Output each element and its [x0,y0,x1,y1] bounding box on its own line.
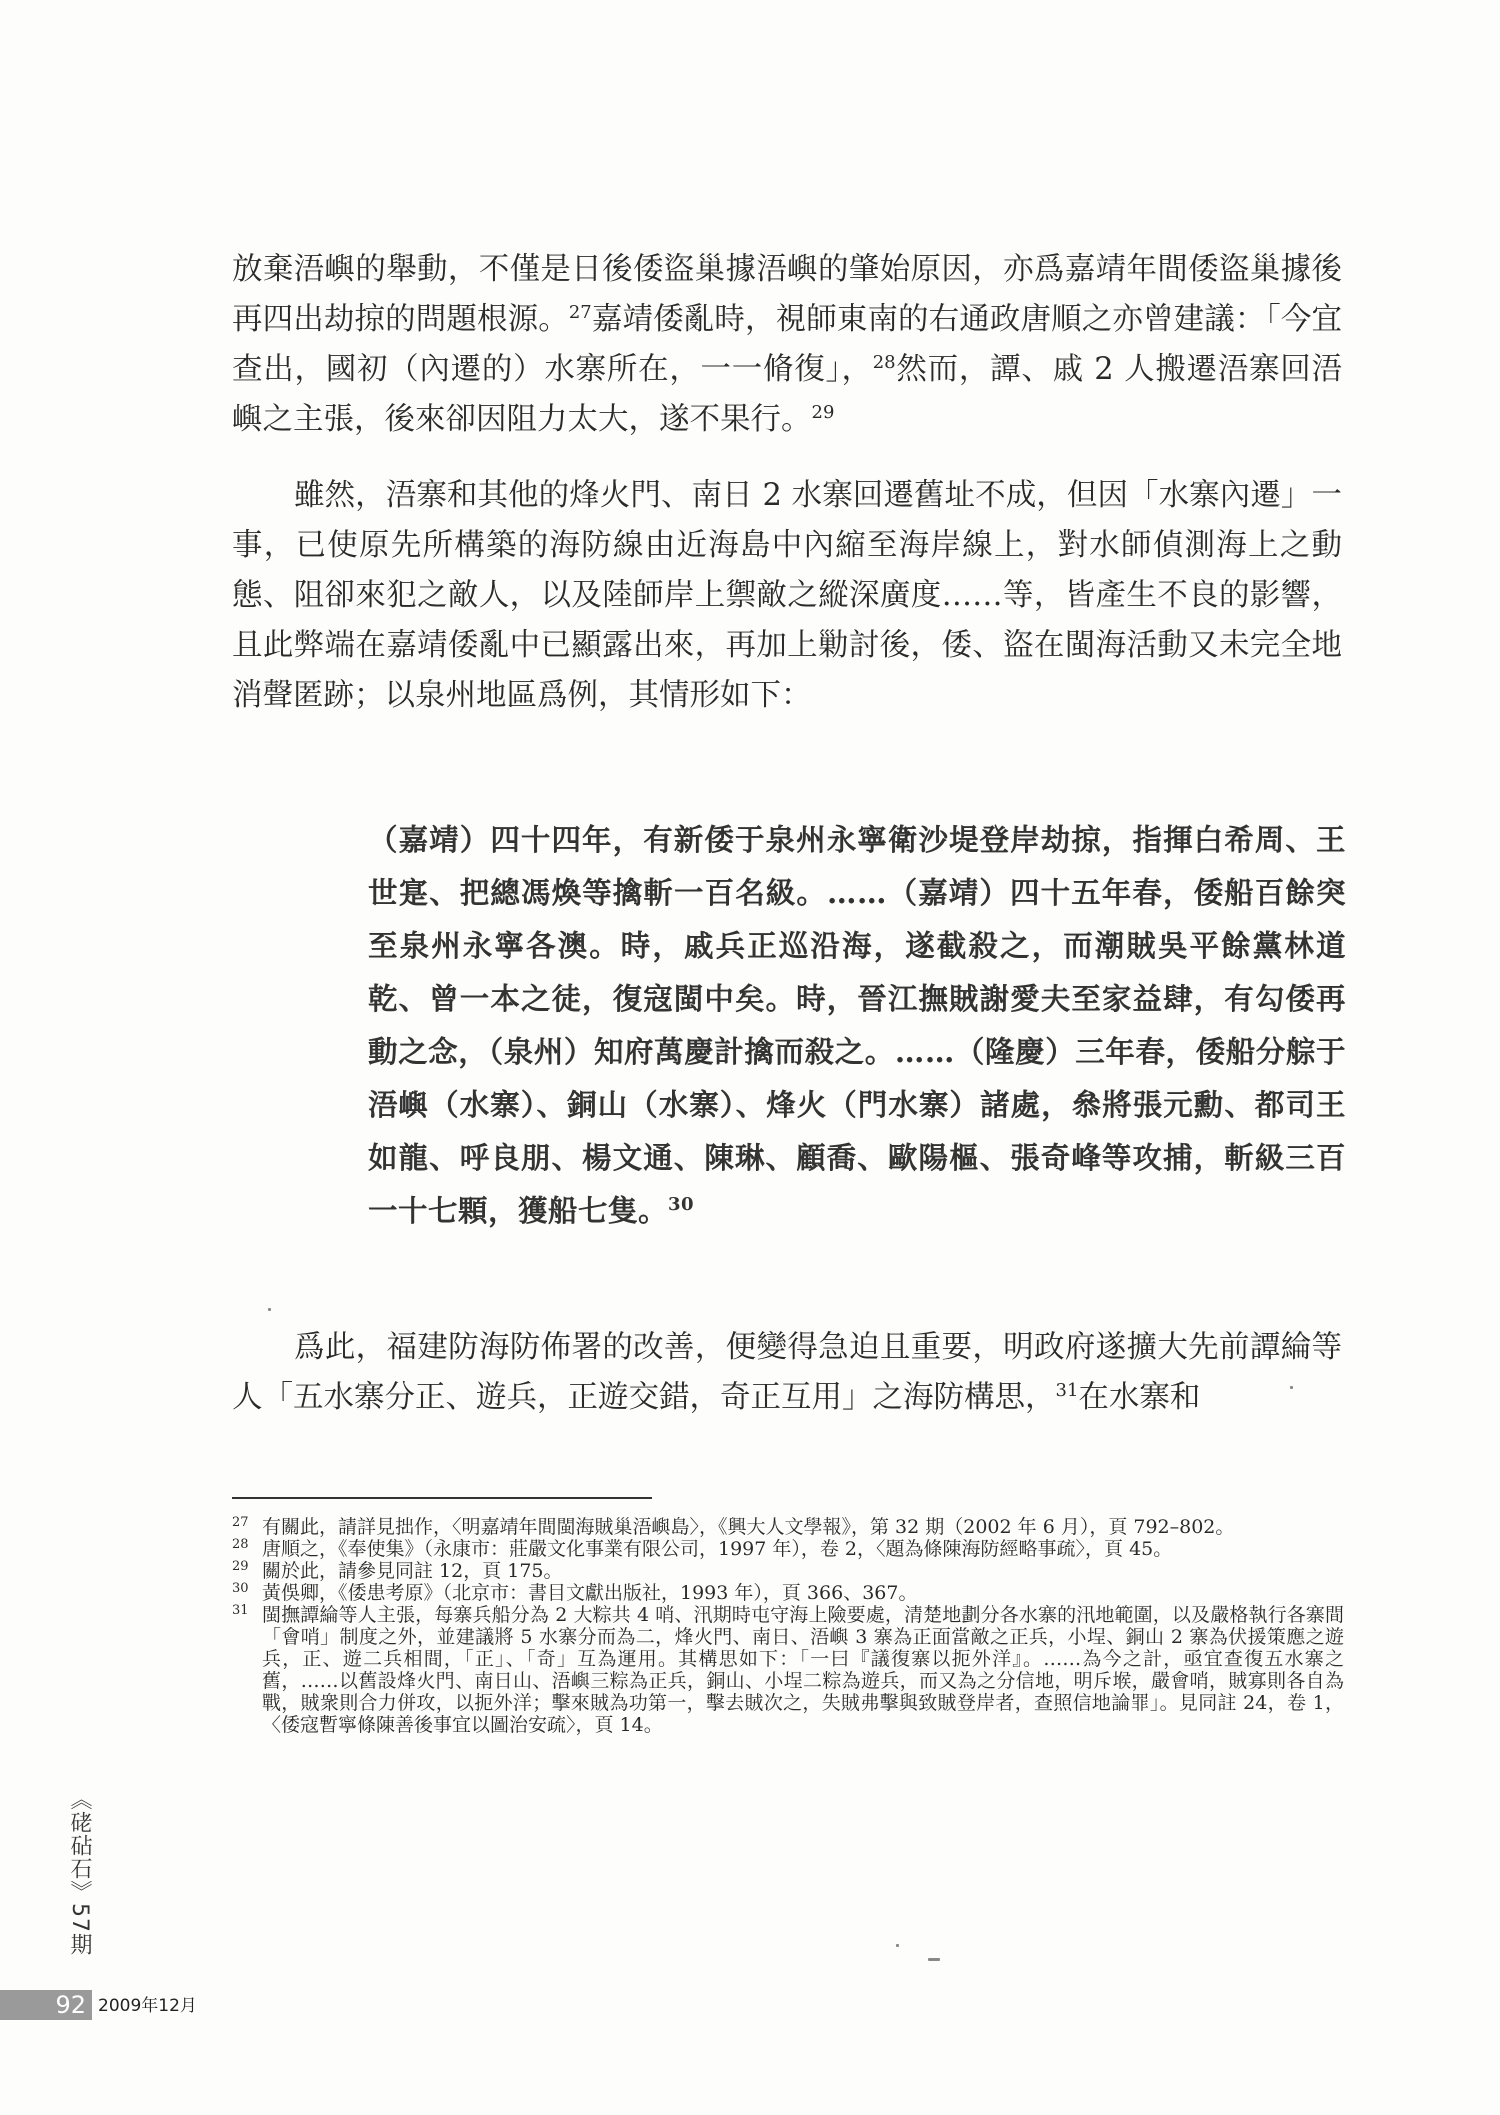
page-number: 92 [0,1990,92,2020]
footnote-divider [232,1497,652,1499]
footnote-ref-30[interactable]: 30 [668,1194,695,1216]
footnote-28 [232,1538,1344,1560]
paragraph-3-text-a: 爲此，福建防海防佈署的改善，便變得急迫且重要，明政府遂擴大先前譚綸等人「五水寨分正、遊兵，正遊交錯，奇正互用」之海防構思， [232,1330,1342,1415]
footnote-number: 29 [232,1559,249,1574]
paragraph-1-text-b: 嘉靖倭亂時，視師東南的右通政唐順之亦曾建議：「今宜查出，國初（內遷的）水寨所在，一一脩復」， [232,302,1342,387]
block-quote-text: （嘉靖）四十四年，有新倭于泉州永寧衛沙堤登岸劫掠，指揮白希周、王世寔、把總馮煥等擒斬一百名級。……（嘉靖）四十五年春，倭船百餘突至泉州永寧各澳。時，戚兵正巡沿海，遂截殺之，而潮賊吳平餘黨林道乾、曾一本之徒，復寇閩中矣。時，晉江撫賊謝愛夫至家益肆，有勾倭再動之念，（泉州）知府萬慶計擒而殺之。……（隆慶）三年春，倭船分䑸于浯嶼（水寨）、銅山（水寨）、烽火（門水寨）諸處，叅將張元勳、都司王如龍、呼良朋、楊文通、陳琳、顧喬、歐陽樞、張奇峰等攻捕，斬級三百一十七顆，獲船七隻。 [368,822,1346,1228]
paragraph-1 [232,245,1342,445]
paragraph-1-text-a: 放棄浯嶼的舉動，不僅是日後倭盜巢據浯嶼的肇始原因，亦爲嘉靖年間倭盜巢據後再四出劫掠的問題根源。 [232,252,1342,337]
footnotes [232,1516,1344,1736]
footnote-text: 黃俁卿，《倭患考原》（北京市：書目文獻出版社，1993 年），頁 366、367。 [262,1582,918,1604]
footnote-ref-31[interactable]: 31 [1055,1379,1079,1401]
footnote-30 [232,1582,1344,1604]
block-quote [368,813,1346,1237]
paragraph-3 [232,1323,1342,1423]
scan-speck [896,1944,899,1947]
footnote-number: 27 [232,1515,249,1530]
footnote-number: 28 [232,1537,249,1552]
footnote-text: 關於此，請參見同註 12，頁 175。 [262,1560,563,1582]
footnote-number: 31 [232,1603,249,1618]
footnote-text: 閩撫譚綸等人主張，每寨兵船分為 2 大粽共 4 哨、汛期時屯守海上險要處，清楚地劃分各水寨的汛地範圍，以及嚴格執行各寨間「會哨」制度之外，並建議將 5 水寨分而為二，烽火門、南日、浯嶼 3 寨為正面當敵之正兵，小埕、銅山 2 寨為伏援策應之遊兵，正、遊二兵相間，「正」、「奇」互為運用。其構思如下：「一曰『議復寨以扼外洋』。……為今之計，亟宜查復五水寨之舊，……以舊設烽火門、南日山、浯嶼三粽為正兵，銅山、小埕二粽為遊兵，而又為之分信地，明斥堠，嚴會哨，賊寡則各自為戰，賊衆則合力併攻，以扼外洋；擊來賊為功第一，擊去賊次之，失賊弗擊與致賊登岸者，查照信地論罪」。見同註 24，卷 1，〈倭寇暫寧條陳善後事宜以圖治安疏〉，頁 14。 [262,1604,1344,1736]
footnote-29 [232,1560,1344,1582]
scan-speck [1290,1386,1293,1389]
footnote-27 [232,1516,1344,1538]
issue-date: 2009年12月 [98,1996,197,2016]
paragraph-3-text-b: 在水寨和 [1078,1380,1201,1415]
footnote-ref-29[interactable]: 29 [811,401,835,423]
footnote-ref-27[interactable]: 27 [568,301,592,323]
journal-title: 《硓砧石》57期 [67,1788,92,1956]
footnote-text: 有關此，請詳見拙作，〈明嘉靖年間閩海賊巢浯嶼島〉，《興大人文學報》，第 32 期（2002 年 6 月），頁 792–802。 [262,1516,1235,1538]
footnote-31 [232,1604,1344,1736]
footnote-ref-28[interactable]: 28 [872,351,896,373]
paragraph-1-text-c: 然而，譚、戚 2 人搬遷浯寨回浯嶼之主張，後來卻因阻力太大，遂不果行。 [232,352,1342,437]
footnote-number: 30 [232,1581,249,1596]
paragraph-2: 雖然，浯寨和其他的烽火門、南日 2 水寨回遷舊址不成，但因「水寨內遷」一事，已使原先所構築的海防線由近海島中內縮至海岸線上，對水師偵測海上之動態、阻卻來犯之敵人，以及陸師岸上禦敵之縱深廣度……等，皆產生不良的影響，且此弊端在嘉靖倭亂中已顯露出來，再加上勦討後，倭、盜在閩海活動又未完全地消聲匿跡；以泉州地區爲例，其情形如下： [232,478,1342,713]
footnote-text: 唐順之，《奉使集》（永康市：莊嚴文化事業有限公司，1997 年），卷 2，〈題為條陳海防經略事疏〉，頁 45。 [262,1538,1173,1560]
scan-speck [268,1308,271,1311]
scan-speck [928,1958,940,1961]
